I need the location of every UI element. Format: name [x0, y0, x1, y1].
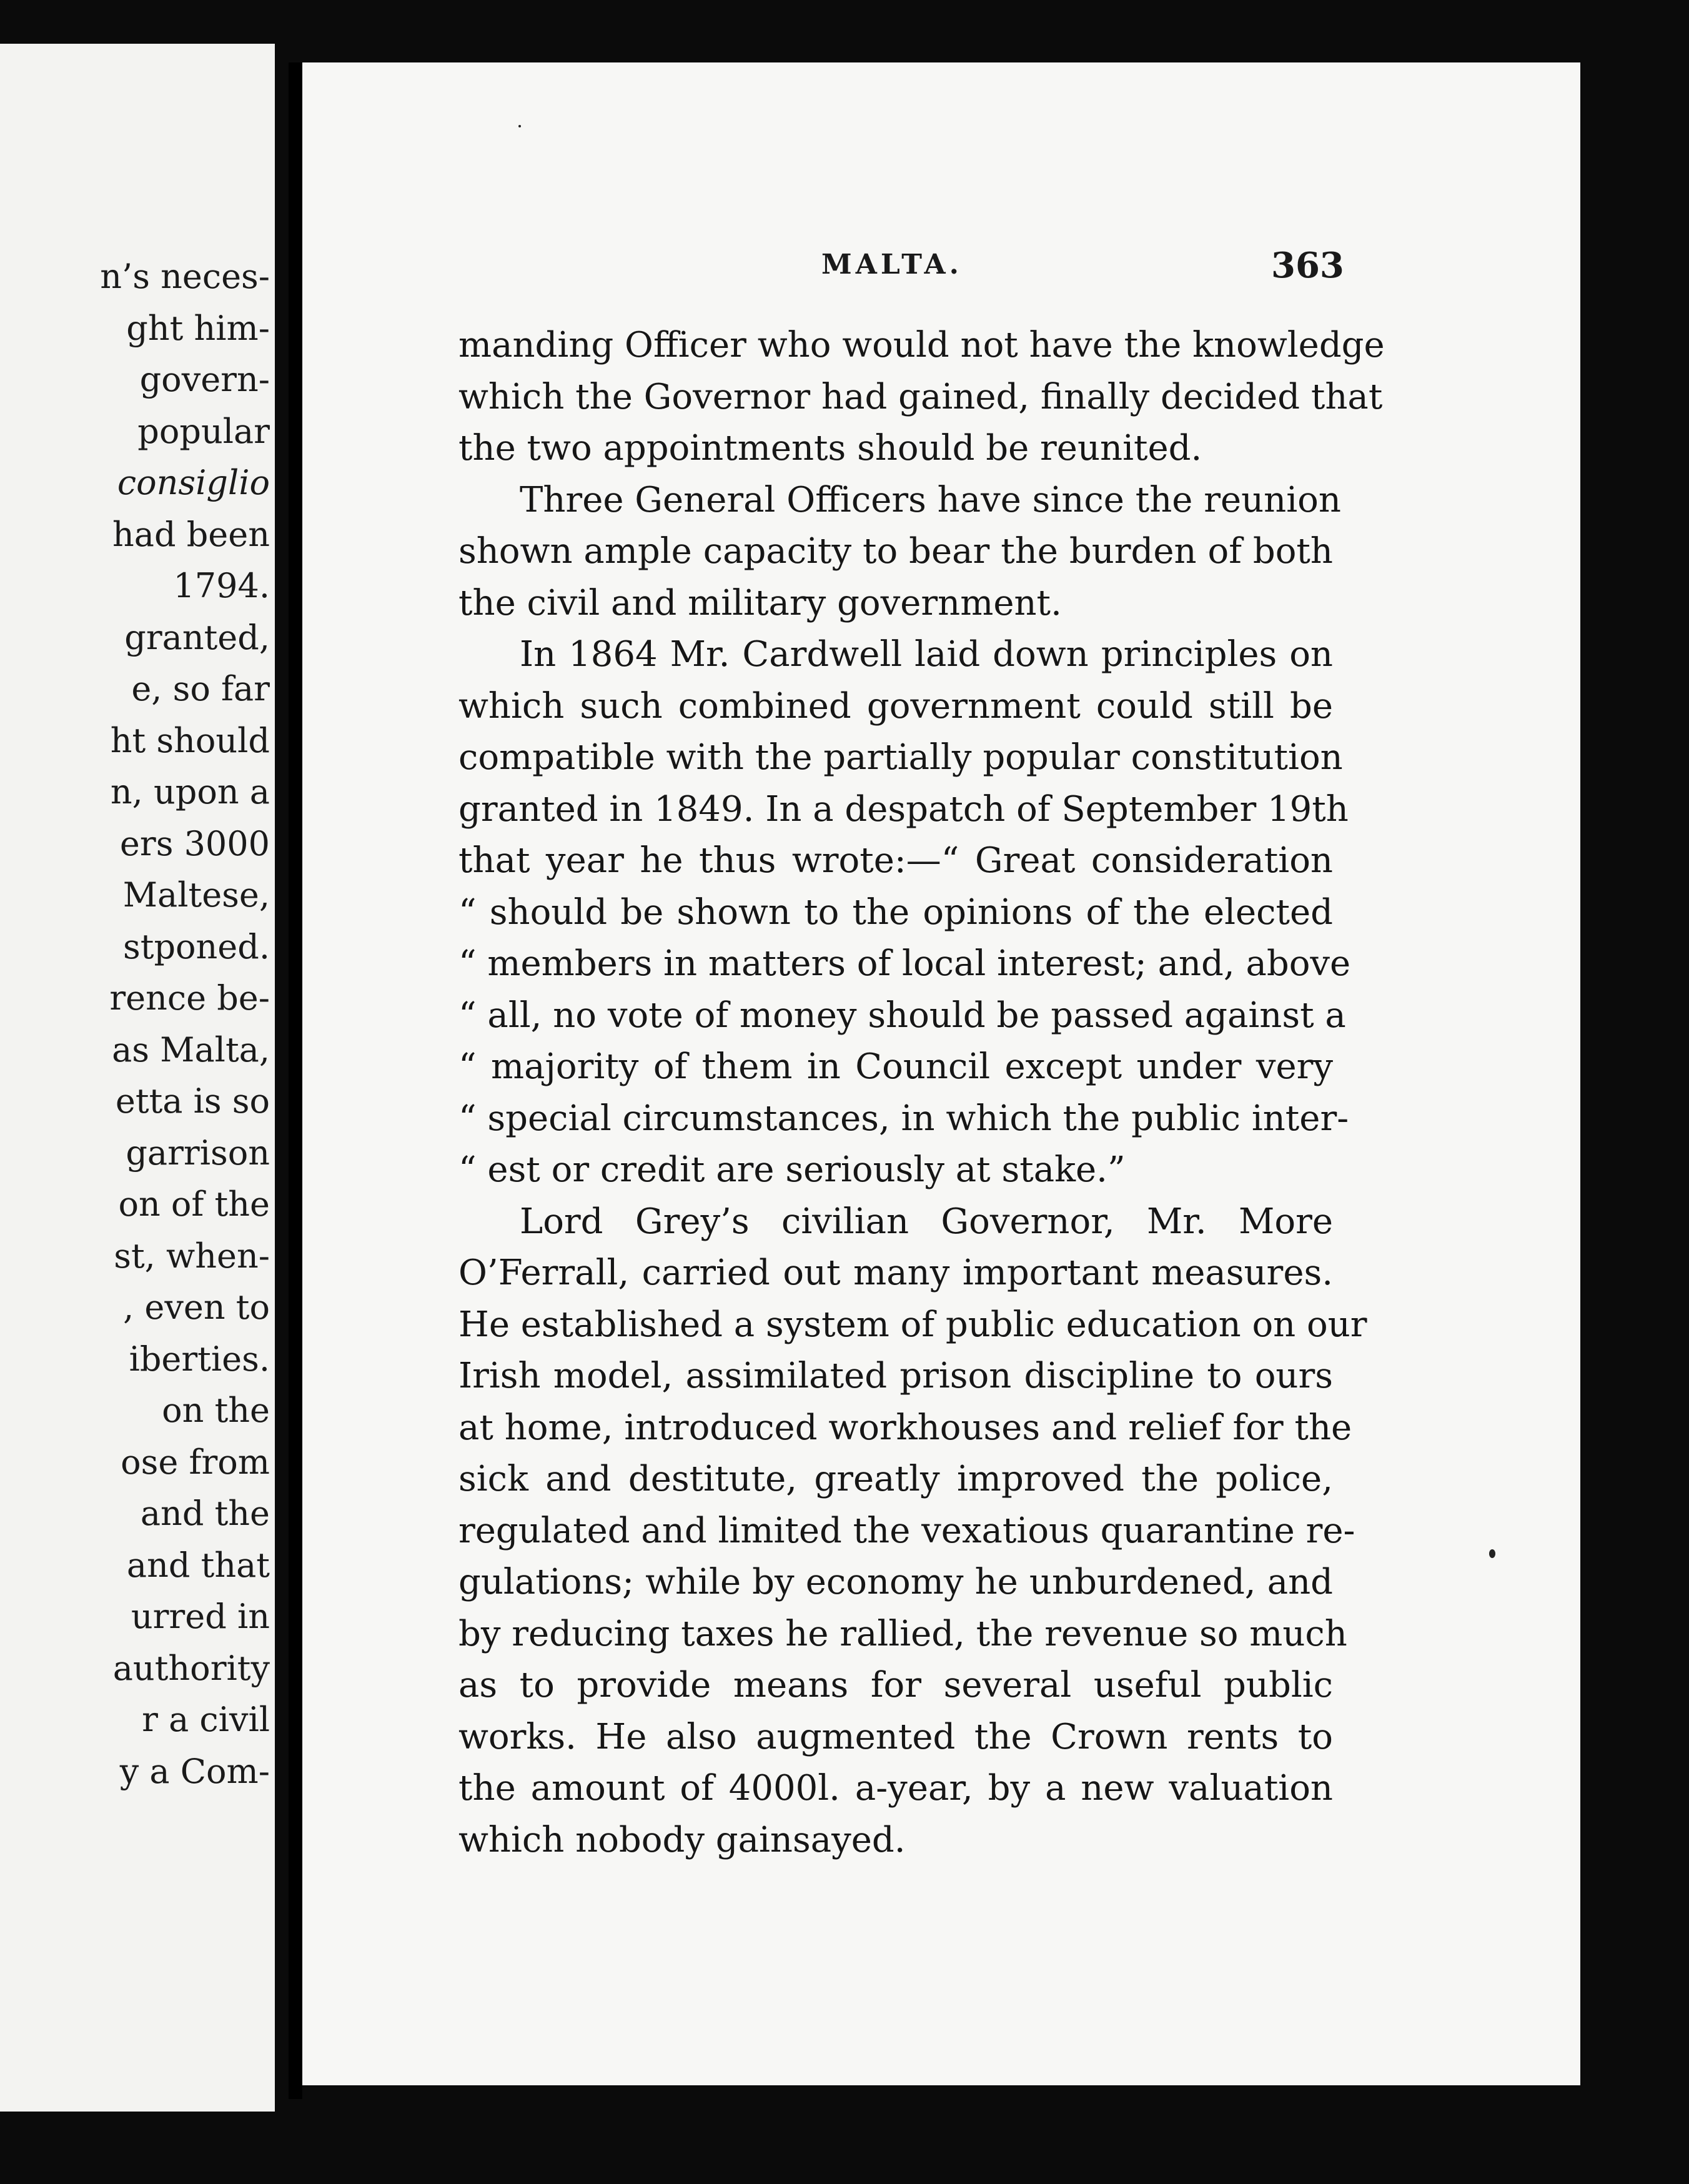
left-page-line: popular: [137, 412, 270, 451]
text-line: In 1864 Mr. Cardwell laid down principles on: [520, 634, 1333, 675]
left-page-line: ht should: [110, 721, 270, 760]
left-page-line: on the: [162, 1391, 270, 1430]
left-page-line: and the: [140, 1494, 270, 1533]
text-line: gulations; while by economy he unburdened, and: [458, 1562, 1333, 1602]
text-line: “ est or credit are seriously at stake.”: [458, 1149, 1126, 1190]
running-head: MALTA.: [821, 249, 963, 280]
left-page-line: r a civil: [142, 1700, 270, 1739]
left-page-line: govern-: [139, 360, 270, 399]
left-page-line: granted,: [124, 618, 270, 657]
text-line: Lord Grey’s civilian Governor, Mr. More: [520, 1201, 1333, 1242]
text-line: the two appointments should be reunited.: [458, 428, 1202, 469]
left-page-line: 1794.: [173, 566, 270, 605]
book-gutter: [289, 62, 302, 2099]
text-line: compatible with the partially popular constitution: [458, 737, 1343, 778]
text-line: O’Ferrall, carried out many important measures.: [458, 1253, 1333, 1293]
left-page-line: and that: [126, 1546, 270, 1585]
ink-speck: [518, 125, 521, 127]
body-text: [458, 320, 1385, 1866]
text-line: by reducing taxes he rallied, the revenue so much: [458, 1613, 1347, 1654]
text-line: which the Governor had gained, finally decided that: [458, 376, 1383, 417]
text-line: Three General Officers have since the reunion: [520, 479, 1341, 520]
left-page-line: ers 3000: [119, 824, 270, 863]
left-facing-page: [0, 44, 275, 2112]
left-page-line: garrison: [126, 1133, 270, 1173]
text-line: the civil and military government.: [458, 582, 1062, 623]
text-line: Irish model, assimilated prison discipline to ours: [458, 1356, 1333, 1396]
text-line: “ majority of them in Council except under very: [458, 1046, 1333, 1087]
text-line: “ all, no vote of money should be passed against a: [458, 995, 1346, 1036]
text-line: which such combined government could still be: [458, 685, 1333, 727]
left-page-line: y a Com-: [119, 1752, 270, 1791]
text-line: granted in 1849. In a despatch of September 19th: [458, 788, 1349, 830]
text-line: “ should be shown to the opinions of the elected: [458, 891, 1333, 933]
left-page-line: etta is so: [115, 1081, 270, 1121]
left-page-line: ose from: [121, 1442, 270, 1482]
text-line: regulated and limited the vexatious quarantine re-: [458, 1510, 1355, 1551]
page-number: 363: [1271, 245, 1344, 286]
left-page-line: stponed.: [123, 927, 270, 966]
left-page-line: had been: [112, 515, 270, 554]
left-page-line: authority: [112, 1649, 270, 1688]
left-page-line: consiglio: [117, 463, 270, 502]
text-line: at home, introduced workhouses and relief for the: [458, 1407, 1352, 1448]
left-page-line: n, upon a: [110, 772, 270, 812]
text-line: manding Officer who would not have the knowledge: [458, 325, 1385, 365]
left-page-line: , even to: [123, 1288, 270, 1327]
text-line: sick and destitute, greatly improved the police,: [458, 1459, 1333, 1499]
text-line: shown ample capacity to bear the burden of both: [458, 531, 1333, 572]
left-page-line: Maltese,: [122, 875, 270, 915]
left-page-line: n’s neces-: [100, 257, 270, 296]
text-line: works. He also augmented the Crown rents to: [458, 1716, 1333, 1757]
left-page-line: on of the: [118, 1184, 270, 1224]
text-line: He established a system of public education on our: [458, 1304, 1367, 1345]
left-page-line: st, when-: [114, 1236, 270, 1276]
left-page-line: e, so far: [131, 669, 270, 708]
text-line: the amount of 4000l. a-year, by a new valuation: [458, 1768, 1333, 1809]
text-line: “ special circumstances, in which the public inter-: [458, 1098, 1349, 1139]
text-line: “ members in matters of local interest; and, above: [458, 943, 1351, 984]
left-page-line: rence be-: [109, 978, 270, 1018]
left-page-line: iberties.: [129, 1339, 270, 1379]
text-line: that year he thus wrote:—“ Great consideration: [458, 840, 1333, 881]
ink-speck: [1489, 1549, 1495, 1558]
left-page-line: ght him-: [126, 309, 270, 348]
left-page-line: urred in: [131, 1597, 270, 1636]
text-line: as to provide means for several useful public: [458, 1665, 1333, 1705]
text-line: which nobody gainsayed.: [458, 1819, 906, 1860]
left-page-line: as Malta,: [112, 1030, 270, 1070]
